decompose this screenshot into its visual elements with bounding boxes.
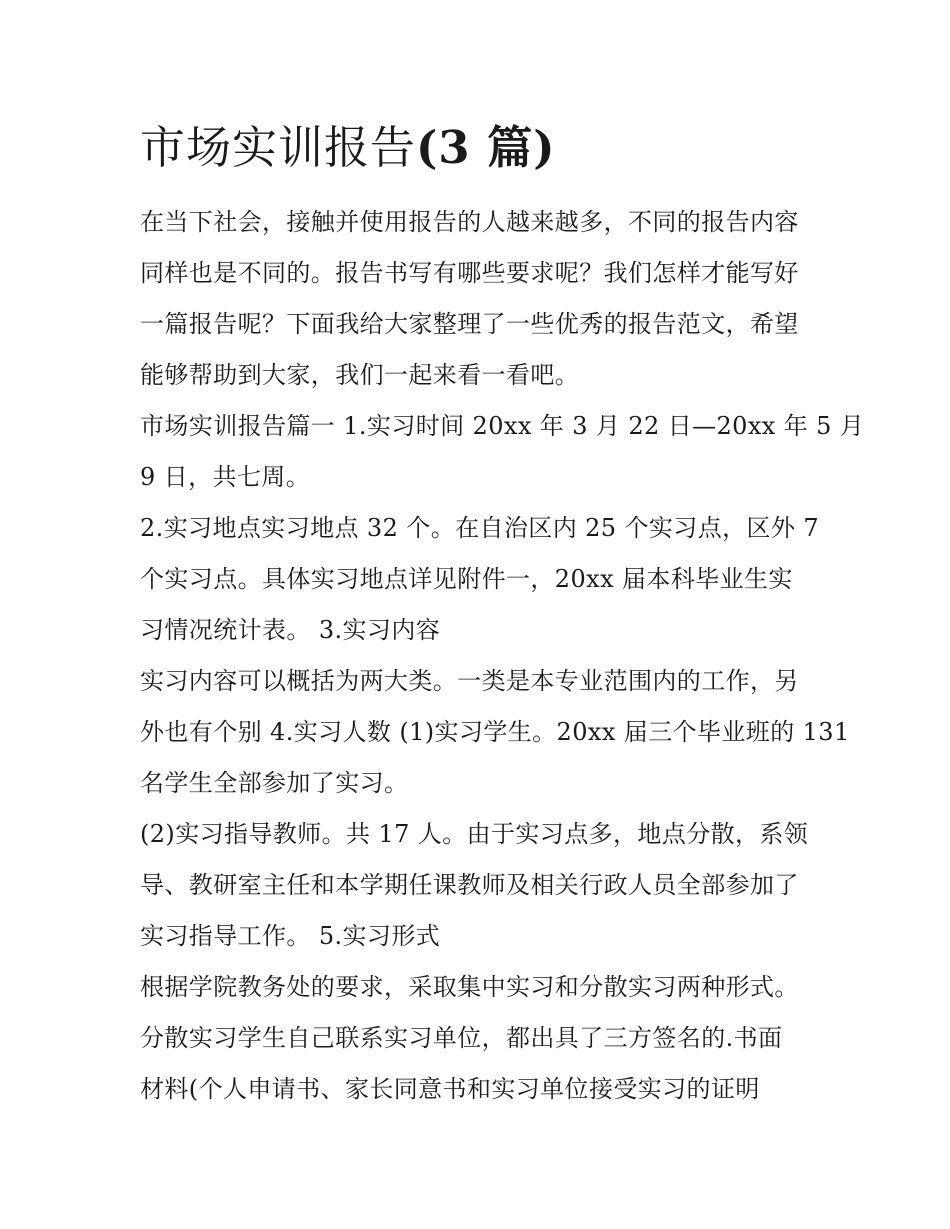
body-line: 习情况统计表。 3.实习内容 bbox=[140, 616, 441, 644]
document-title bbox=[140, 116, 556, 180]
body-line: (2)实习指导教师。共 17 人。由于实习点多，地点分散，系领 bbox=[140, 820, 809, 848]
body-line: 材料(个人申请书、家长同意书和实习单位接受实习的证明 bbox=[140, 1075, 760, 1103]
body-line: 根据学院教务处的要求，采取集中实习和分散实习两种形式。 bbox=[140, 973, 799, 1001]
body-line: 个实习点。具体实习地点详见附件一，20xx 届本科毕业生实 bbox=[140, 565, 793, 593]
body-line: 能够帮助到大家，我们一起来看一看吧。 bbox=[140, 361, 580, 389]
body-line: 导、教研室主任和本学期任课教师及相关行政人员全部参加了 bbox=[140, 871, 799, 899]
body-line: 外也有个别 4.实习人数 (1)实习学生。20xx 届三个毕业班的 131 bbox=[140, 718, 850, 746]
body-line: 在当下社会，接触并使用报告的人越来越多，不同的报告内容 bbox=[140, 208, 799, 236]
body-line: 一篇报告呢？下面我给大家整理了一些优秀的报告范文，希望 bbox=[140, 310, 799, 338]
title-suffix: (3 篇) bbox=[416, 121, 556, 174]
body-line: 市场实训报告篇一 1.实习时间 20xx 年 3 月 22 日—20xx 年 5 月 bbox=[140, 412, 865, 440]
title-main: 市场实训报告 bbox=[140, 121, 417, 174]
body-line: 实习指导工作。 5.实习形式 bbox=[140, 922, 441, 950]
body-line: 9 日，共七周。 bbox=[140, 463, 311, 491]
body-line: 分散实习学生自己联系实习单位，都出具了三方签名的.书面 bbox=[140, 1024, 783, 1052]
body-line: 2.实习地点实习地点 32 个。在自治区内 25 个实习点，区外 7 bbox=[140, 514, 819, 542]
body-line: 实习内容可以概括为两大类。一类是本专业范围内的工作，另 bbox=[140, 667, 799, 695]
body-line: 名学生全部参加了实习。 bbox=[140, 769, 409, 797]
document-body bbox=[140, 197, 865, 1115]
body-line: 同样也是不同的。报告书写有哪些要求呢？我们怎样才能写好 bbox=[140, 259, 799, 287]
